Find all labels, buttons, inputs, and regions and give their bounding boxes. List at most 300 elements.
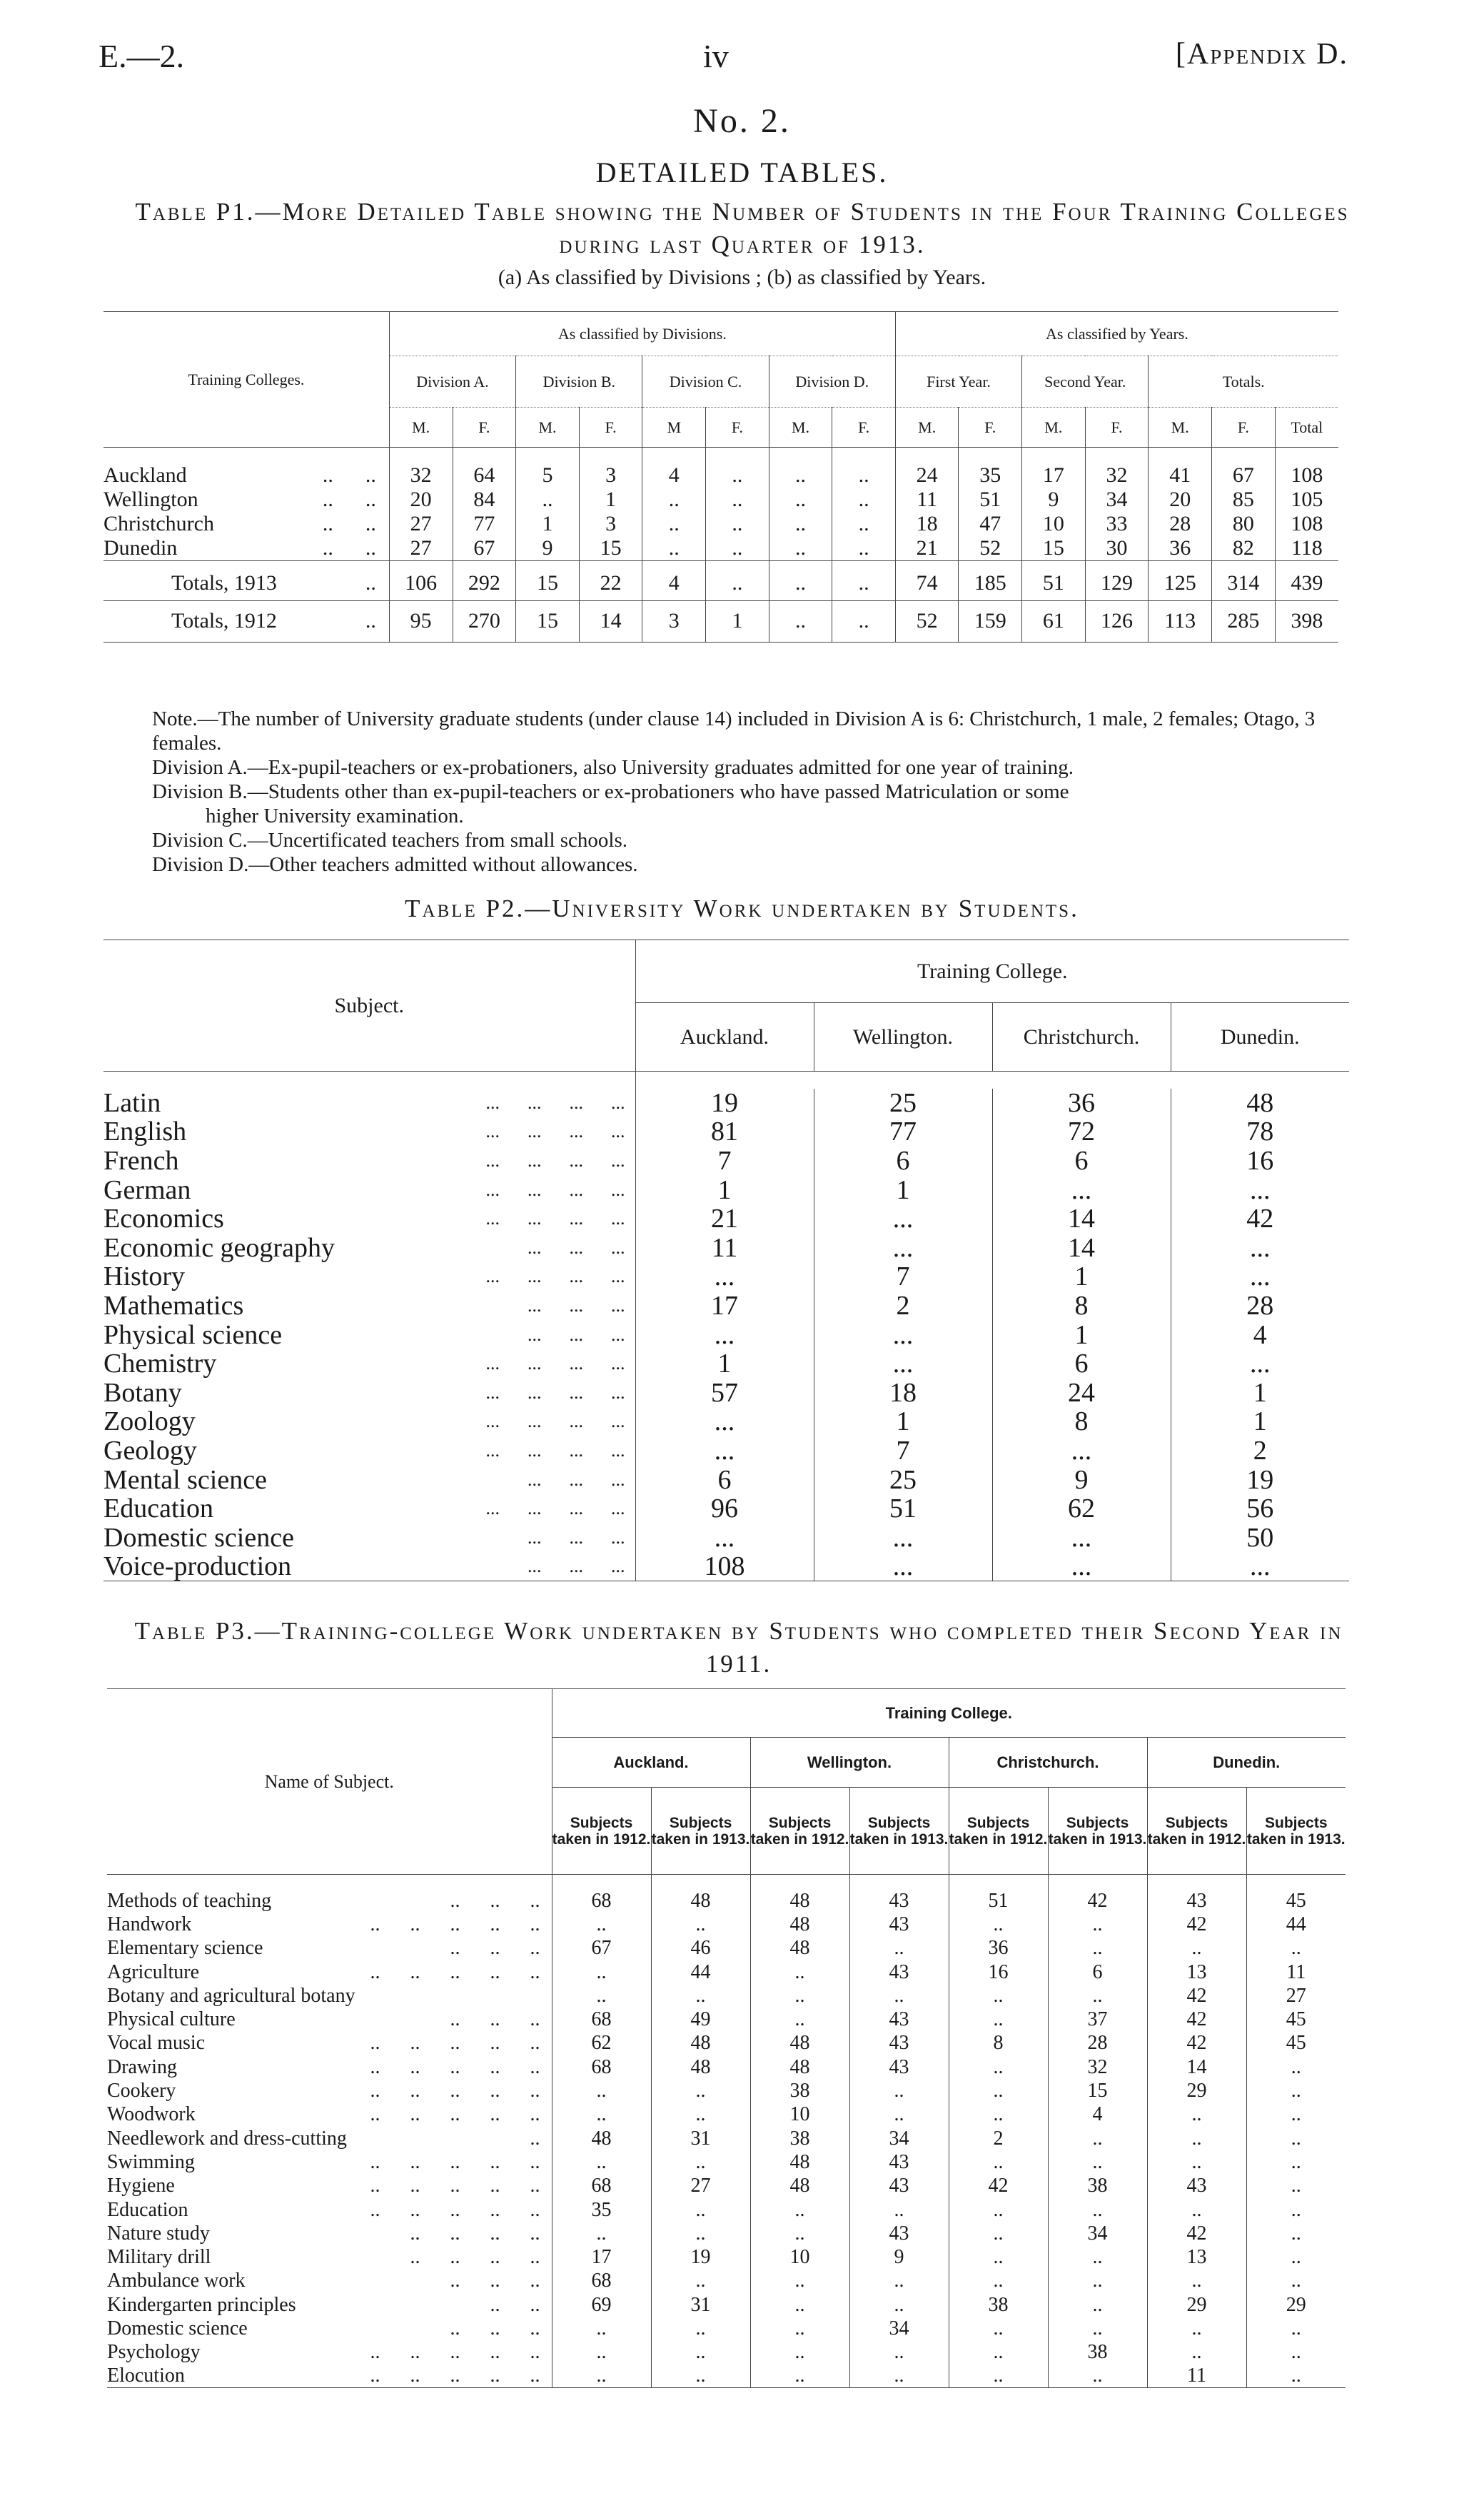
row-leader: ... ... ... ...	[485, 1353, 625, 1374]
table-row	[104, 1262, 1349, 1291]
row-name: Ambulance work	[107, 2270, 246, 2292]
table-cell: ..	[849, 2197, 949, 2221]
table-cell: ..	[769, 536, 832, 561]
table-cell: 48	[750, 2150, 849, 2174]
p1-header-division-b: Division B.	[516, 356, 642, 408]
table-p1-subcaption: (a) As classified by Divisions ; (b) as classified by Years.	[498, 266, 986, 289]
table-cell: 1	[516, 512, 580, 536]
p1-header-sex: F.	[1212, 408, 1276, 448]
row-leader: ... ... ... ...	[485, 1149, 625, 1171]
header-right: [Appendix D.	[1175, 38, 1348, 71]
row-leader: ... ... ...	[528, 1237, 625, 1258]
p1-header-sex: F.	[832, 408, 896, 448]
table-cell: 30	[1085, 536, 1149, 561]
table-cell: ..	[832, 488, 896, 512]
table-cell: 1	[1171, 1378, 1349, 1407]
table-cell: 74	[895, 566, 959, 600]
table-cell: 6	[814, 1147, 992, 1176]
row-name: Hygiene	[107, 2175, 175, 2197]
table-cell: ..	[1147, 2102, 1246, 2126]
table-cell: 9	[849, 2245, 949, 2269]
table-cell: 19	[635, 1089, 814, 1118]
row-label	[107, 2055, 552, 2079]
row-leader: .. .. ..	[450, 2008, 540, 2031]
p1-header-sex: F.	[959, 408, 1022, 448]
table-row	[107, 2055, 1346, 2079]
row-label	[104, 1436, 635, 1466]
table-cell: 8	[992, 1407, 1171, 1436]
table-cell: 43	[849, 2174, 949, 2197]
table-cell: 35	[959, 463, 1022, 488]
table-cell: 27	[389, 536, 453, 561]
p1-header-sex: M.	[1149, 408, 1212, 448]
table-row	[104, 1233, 1349, 1262]
table-cell: 56	[1171, 1494, 1349, 1524]
row-name: Handwork	[107, 1913, 192, 1935]
table-cell: 159	[959, 600, 1022, 642]
table-row	[104, 1291, 1349, 1321]
row-label	[104, 1523, 635, 1552]
table-cell: ...	[635, 1262, 814, 1291]
table-cell: 36	[949, 1936, 1048, 1960]
table-cell: 38	[1048, 2340, 1147, 2364]
row-name: Physical science	[104, 1319, 283, 1350]
table-row	[107, 2102, 1346, 2126]
table-cell: 4	[642, 566, 706, 600]
row-name: Needlework and dress-cutting	[107, 2127, 347, 2150]
table-cell: 14	[992, 1233, 1171, 1262]
table-cell: 185	[959, 566, 1022, 600]
row-name: Vocal music	[107, 2032, 206, 2055]
table-cell: 13	[1147, 2245, 1246, 2269]
row-leader: ... ... ... ...	[485, 1439, 625, 1461]
table-cell: 50	[1171, 1523, 1349, 1552]
row-label	[104, 1233, 635, 1262]
table-cell: ..	[1147, 2126, 1246, 2150]
table-cell: ..	[832, 463, 896, 488]
row-leader: ... ... ...	[528, 1556, 625, 1577]
totals-1912-row	[104, 600, 1338, 642]
table-cell: ..	[1048, 2245, 1147, 2269]
row-name: Latin	[104, 1087, 161, 1118]
table-row	[104, 1204, 1349, 1234]
row-name: Auckland	[104, 463, 187, 487]
p3-header-subjects-taken: Subjects taken in 1912.	[949, 1788, 1048, 1875]
table-cell: ..	[750, 2340, 849, 2364]
table-cell: ..	[832, 536, 896, 561]
table-cell: 43	[849, 2031, 949, 2055]
table-cell: 35	[552, 2197, 651, 2221]
row-name: Drawing	[107, 2055, 177, 2078]
table-cell: ...	[814, 1552, 992, 1581]
table-cell: ..	[832, 566, 896, 600]
table-cell: ..	[949, 2245, 1048, 2269]
table-cell: ..	[1246, 2317, 1346, 2340]
table-cell: 2	[814, 1291, 992, 1321]
note-division-c: Division C.—Uncertificated teachers from small schools.	[152, 829, 628, 852]
p1-header-divisions: As classified by Divisions.	[389, 312, 895, 356]
table-cell: 38	[750, 2079, 849, 2102]
row-label	[107, 1889, 552, 1913]
table-cell: ...	[635, 1407, 814, 1436]
table-cell: ..	[1246, 2150, 1346, 2174]
table-cell: ..	[1246, 2055, 1346, 2079]
table-cell: 45	[1246, 1889, 1346, 1913]
table-cell: 13	[1147, 1960, 1246, 1983]
table-cell: 28	[1149, 512, 1212, 536]
table-cell: 9	[992, 1465, 1171, 1494]
row-label	[104, 1291, 635, 1321]
table-cell: 125	[1149, 566, 1212, 600]
table-cell: 43	[849, 2055, 949, 2079]
p3-header-subjects-taken: Subjects taken in 1913.	[651, 1788, 750, 1875]
table-cell: 34	[1085, 488, 1149, 512]
table-cell: 1	[814, 1175, 992, 1204]
table-cell: 32	[1048, 2055, 1147, 2079]
table-cell: ..	[750, 2222, 849, 2245]
table-cell: 42	[949, 2174, 1048, 2197]
table-cell: 1	[992, 1320, 1171, 1349]
table-cell: ..	[552, 2222, 651, 2245]
row-name: Military drill	[107, 2246, 211, 2269]
row-name: History	[104, 1261, 185, 1292]
table-cell: ..	[651, 2317, 750, 2340]
row-name: Economics	[104, 1204, 224, 1234]
row-leader: .. ..	[490, 2293, 540, 2316]
table-cell: 48	[651, 1889, 750, 1913]
table-cell: 48	[750, 2174, 849, 2197]
table-cell: 17	[1022, 463, 1086, 488]
table-cell: 95	[389, 600, 453, 642]
table-p1-caption: Table P1.—More Detailed Table showing the Number of Students in the Four Training Colleges during last Quarter of 1913.	[135, 198, 1350, 258]
table-cell: 29	[1147, 2079, 1246, 2102]
table-cell: ..	[1246, 2269, 1346, 2292]
table-cell: ..	[552, 2079, 651, 2102]
table-cell: ...	[814, 1320, 992, 1349]
section-number: No. 2.	[693, 102, 791, 140]
table-cell: ..	[769, 600, 832, 642]
table-cell: 38	[949, 2293, 1048, 2317]
table-p2	[104, 940, 1349, 1581]
row-leader: .. .. .. ..	[410, 2246, 540, 2269]
table-cell: ...	[992, 1436, 1171, 1466]
table-cell: 14	[579, 600, 642, 642]
row-label	[104, 1175, 635, 1204]
table-cell: ..	[1048, 2126, 1147, 2150]
row-name: Totals, 1913	[171, 570, 277, 595]
row-leader: ... ... ... ...	[485, 1208, 625, 1229]
table-cell: 11	[1147, 2364, 1246, 2388]
table-cell: 3	[642, 600, 706, 642]
table-cell: 20	[389, 488, 453, 512]
table-cell: 11	[635, 1233, 814, 1262]
table-cell: 42	[1147, 2222, 1246, 2245]
table-cell: ..	[949, 1913, 1048, 1936]
table-cell: 15	[516, 600, 580, 642]
table-cell: 24	[895, 463, 959, 488]
note-division-b-cont: higher University examination.	[206, 805, 464, 827]
row-leader: .. .. ..	[450, 1937, 540, 1960]
row-label	[104, 1117, 635, 1147]
table-cell: 27	[651, 2174, 750, 2197]
table-cell: 15	[1022, 536, 1086, 561]
table-cell: 29	[1147, 2293, 1246, 2317]
table-cell: 21	[895, 536, 959, 561]
table-row	[104, 1147, 1349, 1176]
table-cell: ..	[949, 2008, 1048, 2031]
table-cell: 25	[814, 1089, 992, 1118]
table-cell: 42	[1147, 2008, 1246, 2031]
table-cell: ...	[635, 1523, 814, 1552]
table-cell: ..	[552, 1984, 651, 2008]
row-name: Voice-production	[104, 1551, 292, 1582]
table-cell: ..	[1048, 1913, 1147, 1936]
p1-header-division-c: Division C.	[642, 356, 769, 408]
table-cell: 10	[750, 2102, 849, 2126]
table-cell: ..	[1048, 1984, 1147, 2008]
table-cell: ..	[552, 1913, 651, 1936]
table-cell: ..	[750, 2008, 849, 2031]
table-cell: ..	[949, 2340, 1048, 2364]
row-leader: ... ... ...	[528, 1469, 625, 1490]
table-cell: 22	[579, 566, 642, 600]
table-cell: 48	[750, 1889, 849, 1913]
table-cell: 14	[992, 1204, 1171, 1234]
table-cell: 113	[1149, 600, 1212, 642]
table-row	[104, 1407, 1349, 1436]
note-division-b: Division B.—Students other than ex-pupil-teachers or ex-probationers who have passed Matriculation or some	[152, 780, 1069, 803]
table-cell: 52	[959, 536, 1022, 561]
table-row	[107, 2269, 1346, 2292]
row-leader: ... ... ... ...	[485, 1179, 625, 1200]
table-cell: 24	[992, 1378, 1171, 1407]
table-cell: 108	[635, 1552, 814, 1581]
table-cell: 7	[635, 1147, 814, 1176]
row-name: Zoology	[104, 1406, 196, 1437]
table-row	[104, 512, 1338, 536]
row-label	[104, 1378, 635, 1407]
table-cell: ..	[642, 512, 706, 536]
table-cell: 72	[992, 1117, 1171, 1147]
row-label	[107, 2197, 552, 2221]
table-cell: ..	[1246, 2364, 1346, 2388]
table-cell: 43	[849, 2008, 949, 2031]
table-cell: 47	[959, 512, 1022, 536]
table-cell: 85	[1212, 488, 1276, 512]
table-row	[107, 2174, 1346, 2197]
table-cell: 9	[1022, 488, 1086, 512]
p1-header-sex: M.	[1022, 408, 1086, 448]
table-cell: ..	[1246, 2174, 1346, 2197]
p3-header-college: Christchurch.	[949, 1738, 1147, 1788]
table-cell: 48	[750, 2055, 849, 2079]
table-cell: 29	[1246, 2293, 1346, 2317]
table-cell: 42	[1147, 1913, 1246, 1936]
table-row	[104, 1089, 1349, 1118]
table-cell: 126	[1085, 600, 1149, 642]
row-name: Christchurch	[104, 511, 214, 535]
table-cell: 108	[1275, 463, 1338, 488]
row-name: Education	[107, 2198, 188, 2221]
row-name: Totals, 1912	[171, 609, 277, 633]
note-division-d: Division D.—Other teachers admitted without allowances.	[152, 853, 638, 876]
table-cell: ..	[849, 2340, 949, 2364]
table-cell: 61	[1022, 600, 1086, 642]
table-cell: ...	[992, 1523, 1171, 1552]
table-cell: ..	[750, 2293, 849, 2317]
table-cell: ..	[552, 2340, 651, 2364]
row-leader: ..	[530, 2127, 540, 2150]
row-label	[104, 1494, 635, 1524]
table-cell: ..	[849, 1936, 949, 1960]
row-leader: .. .. .. .. ..	[370, 2055, 540, 2078]
row-leader: .. ..	[322, 487, 376, 511]
table-cell: 33	[1085, 512, 1149, 536]
row-leader: .. .. ..	[450, 2317, 540, 2340]
table-cell: 1	[1171, 1407, 1349, 1436]
row-label	[107, 2222, 552, 2245]
row-label	[107, 2317, 552, 2340]
table-cell: 31	[651, 2126, 750, 2150]
table-cell: 15	[579, 536, 642, 561]
table-cell: ...	[635, 1320, 814, 1349]
table-row	[107, 1936, 1346, 1960]
p1-header-division-d: Division D.	[769, 356, 895, 408]
p1-header-sex: M.	[895, 408, 959, 448]
table-cell: ..	[769, 463, 832, 488]
table-cell: 31	[651, 2293, 750, 2317]
row-leader: ... ... ...	[528, 1324, 625, 1345]
row-leader: .. .. .. .. ..	[370, 2080, 540, 2102]
row-name: Kindergarten principles	[107, 2293, 296, 2316]
p2-header-college: Wellington.	[814, 1003, 992, 1072]
table-row	[107, 2150, 1346, 2174]
table-cell: ..	[769, 566, 832, 600]
p3-header-college: Wellington.	[750, 1738, 949, 1788]
table-cell: 6	[635, 1465, 814, 1494]
table-cell: 1	[635, 1349, 814, 1379]
table-cell: ...	[1171, 1552, 1349, 1581]
row-label	[107, 2031, 552, 2055]
table-cell: 67	[1212, 463, 1276, 488]
table-cell: ...	[1171, 1233, 1349, 1262]
table-cell: 17	[635, 1291, 814, 1321]
table-cell: ...	[992, 1552, 1171, 1581]
row-leader: ... ... ...	[528, 1294, 625, 1316]
table-cell: 36	[992, 1089, 1171, 1118]
table-cell: 48	[1171, 1089, 1349, 1118]
p2-header-college: Auckland.	[635, 1003, 814, 1072]
table-cell: 43	[849, 1960, 949, 1983]
table-cell: 19	[1171, 1465, 1349, 1494]
p3-header-college: Dunedin.	[1147, 1738, 1346, 1788]
table-cell: 82	[1212, 536, 1276, 561]
table-cell: 42	[1147, 1984, 1246, 2008]
table-cell: 84	[453, 488, 516, 512]
table-cell: 51	[814, 1494, 992, 1524]
row-leader: .. .. .. .. ..	[370, 1960, 540, 1983]
table-cell: 34	[1048, 2222, 1147, 2245]
table-cell: 43	[849, 1913, 949, 1936]
table-p1-notes	[99, 707, 1355, 877]
p1-header-sex: M	[642, 408, 706, 448]
row-leader: .. .. .. .. ..	[370, 1913, 540, 1935]
table-cell: 1	[635, 1175, 814, 1204]
row-label	[107, 2126, 552, 2150]
table-cell: 44	[651, 1960, 750, 1983]
table-cell: 81	[635, 1117, 814, 1147]
table-cell: ..	[1246, 2222, 1346, 2245]
table-cell: ..	[706, 488, 769, 512]
row-leader: .. .. .. .. ..	[370, 2341, 540, 2364]
p2-header-college: Christchurch.	[992, 1003, 1171, 1072]
table-cell: ..	[651, 1984, 750, 2008]
table-cell: ..	[1048, 2364, 1147, 2388]
header-page-number: iv	[703, 38, 729, 74]
table-cell: ..	[1048, 2293, 1147, 2317]
row-label	[107, 2102, 552, 2126]
table-cell: 37	[1048, 2008, 1147, 2031]
table-cell: 64	[453, 463, 516, 488]
row-name: Physical culture	[107, 2008, 236, 2031]
table-cell: 108	[1275, 512, 1338, 536]
table-cell: 28	[1048, 2031, 1147, 2055]
table-cell: ..	[1246, 1936, 1346, 1960]
row-name: Methods of teaching	[107, 1889, 272, 1912]
table-p3	[107, 1688, 1346, 2388]
table-cell: ..	[1048, 2317, 1147, 2340]
row-label	[107, 2079, 552, 2102]
table-row	[104, 1552, 1349, 1581]
table-cell: 68	[552, 1889, 651, 1913]
table-cell: 34	[849, 2317, 949, 2340]
row-label	[107, 1984, 552, 2008]
row-leader: .. .. ..	[450, 1889, 540, 1912]
row-leader: ... ... ... ...	[485, 1411, 625, 1432]
table-cell: 19	[651, 2245, 750, 2269]
p1-header-sex: M.	[516, 408, 580, 448]
row-name: Economic geography	[104, 1232, 335, 1263]
table-cell: ..	[651, 1913, 750, 1936]
table-cell: ..	[552, 2364, 651, 2388]
table-cell: 67	[552, 1936, 651, 1960]
table-cell: 43	[849, 1889, 949, 1913]
table-cell: 77	[453, 512, 516, 536]
table-cell: ..	[949, 2079, 1048, 2102]
table-cell: ..	[651, 2079, 750, 2102]
row-label	[107, 1960, 552, 1983]
table-cell: 25	[814, 1465, 992, 1494]
table-cell: 43	[849, 2222, 949, 2245]
p1-header-training-colleges: Training Colleges.	[104, 312, 389, 448]
table-row	[107, 2197, 1346, 2221]
table-p3-caption: Table P3.—Training-college Work undertaken by Students who completed their Second Year in 1911.	[134, 1617, 1343, 1678]
table-cell: ..	[651, 2340, 750, 2364]
table-cell: ..	[706, 512, 769, 536]
table-cell: ..	[750, 2364, 849, 2388]
table-row	[107, 2364, 1346, 2388]
row-name: German	[104, 1174, 191, 1205]
row-label	[107, 2364, 552, 2388]
table-cell: 5	[516, 463, 580, 488]
table-cell: 7	[814, 1262, 992, 1291]
row-label	[104, 536, 389, 561]
row-label	[107, 1936, 552, 1960]
table-cell: ...	[814, 1233, 992, 1262]
row-label	[104, 1089, 635, 1118]
table-cell: 48	[750, 2031, 849, 2055]
table-cell: 27	[389, 512, 453, 536]
